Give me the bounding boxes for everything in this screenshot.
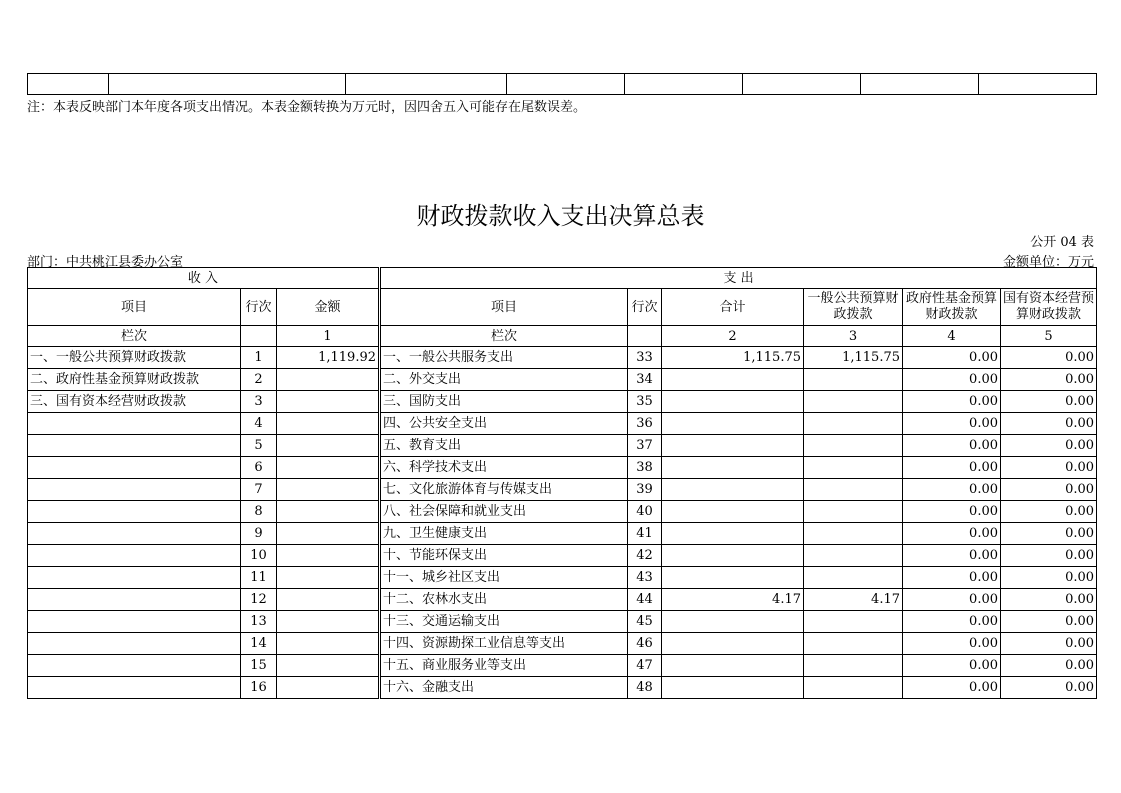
income-col-label: 栏次 <box>28 326 241 347</box>
income-amount-cell <box>277 567 380 589</box>
income-row-no-cell: 13 <box>241 611 277 633</box>
expense-row-no-cell: 47 <box>628 655 662 677</box>
expense-row-no-cell: 39 <box>628 479 662 501</box>
total-cell <box>662 567 804 589</box>
col-index-1: 1 <box>277 326 380 347</box>
general-budget-cell <box>804 479 903 501</box>
header-row-sections <box>28 268 1097 289</box>
income-amount-cell <box>277 479 380 501</box>
income-amount-cell <box>277 655 380 677</box>
table-row <box>28 633 1097 655</box>
expense-item-header: 项目 <box>380 289 628 326</box>
col-index-5: 5 <box>1001 326 1097 347</box>
gov-fund-cell: 0.00 <box>903 501 1001 523</box>
income-amount-cell <box>277 589 380 611</box>
gov-fund-cell: 0.00 <box>903 633 1001 655</box>
expense-row-no-cell: 37 <box>628 435 662 457</box>
income-amount-cell <box>277 545 380 567</box>
income-amount-cell <box>277 391 380 413</box>
expense-item-cell: 三、国防支出 <box>380 391 628 413</box>
gov-fund-cell: 0.00 <box>903 369 1001 391</box>
gov-fund-cell: 0.00 <box>903 457 1001 479</box>
income-item-cell: 三、国有资本经营财政拨款 <box>28 391 241 413</box>
gov-fund-cell: 0.00 <box>903 391 1001 413</box>
general-budget-cell <box>804 413 903 435</box>
general-budget-cell <box>804 633 903 655</box>
total-cell: 1,115.75 <box>662 347 804 369</box>
income-row-no-cell: 8 <box>241 501 277 523</box>
income-row-no-cell: 16 <box>241 677 277 699</box>
expense-row-no-cell: 42 <box>628 545 662 567</box>
table-row <box>28 523 1097 545</box>
gov-fund-cell: 0.00 <box>903 347 1001 369</box>
expense-row-no-cell: 45 <box>628 611 662 633</box>
state-capital-cell: 0.00 <box>1001 633 1097 655</box>
gov-fund-cell: 0.00 <box>903 567 1001 589</box>
gov-fund-cell: 0.00 <box>903 611 1001 633</box>
gov-fund-cell: 0.00 <box>903 523 1001 545</box>
gov-fund-cell: 0.00 <box>903 413 1001 435</box>
income-row-no-cell: 10 <box>241 545 277 567</box>
table-note: 注：本表反映部门本年度各项支出情况。本表金额转换为万元时，因四舍五入可能存在尾数误差。 <box>27 100 587 115</box>
expense-row-no-cell: 40 <box>628 501 662 523</box>
table-row <box>28 677 1097 699</box>
gov-fund-cell: 0.00 <box>903 677 1001 699</box>
expense-row-no-cell: 33 <box>628 347 662 369</box>
expense-item-cell: 十五、商业服务业等支出 <box>380 655 628 677</box>
expense-header: 支 出 <box>380 268 1097 289</box>
col-index-4: 4 <box>903 326 1001 347</box>
general-budget-cell <box>804 369 903 391</box>
expense-row-no-cell: 35 <box>628 391 662 413</box>
income-row-no-cell: 1 <box>241 347 277 369</box>
income-amount-cell <box>277 435 380 457</box>
general-budget-cell: 4.17 <box>804 589 903 611</box>
total-cell <box>662 413 804 435</box>
total-cell <box>662 677 804 699</box>
expense-row-no-cell: 34 <box>628 369 662 391</box>
table-body <box>28 347 1097 699</box>
table-row <box>28 347 1097 369</box>
unit-label: 金额单位：万元 <box>1002 255 1094 270</box>
expense-row-no-header: 行次 <box>628 289 662 326</box>
header-row-columns <box>28 289 1097 326</box>
income-item-cell <box>28 567 241 589</box>
income-item-cell <box>28 479 241 501</box>
previous-table-fragment <box>27 73 1097 95</box>
table-row <box>28 501 1097 523</box>
state-capital-header: 国有资本经营预算财政拨款 <box>1001 289 1097 326</box>
gov-fund-cell: 0.00 <box>903 545 1001 567</box>
expense-item-cell: 十一、城乡社区支出 <box>380 567 628 589</box>
expense-row-no-cell: 46 <box>628 633 662 655</box>
expense-row-no-cell: 44 <box>628 589 662 611</box>
income-amount-cell <box>277 457 380 479</box>
table-row <box>28 655 1097 677</box>
income-item-cell <box>28 501 241 523</box>
income-row-no-cell: 9 <box>241 523 277 545</box>
expense-item-cell: 九、卫生健康支出 <box>380 523 628 545</box>
total-cell <box>662 435 804 457</box>
state-capital-cell: 0.00 <box>1001 677 1097 699</box>
expense-item-cell: 八、社会保障和就业支出 <box>380 501 628 523</box>
department-label: 部门：中共桃江县委办公室 <box>27 255 184 270</box>
income-amount-cell <box>277 677 380 699</box>
state-capital-cell: 0.00 <box>1001 501 1097 523</box>
general-budget-cell <box>804 611 903 633</box>
empty-cell <box>241 326 277 347</box>
state-capital-cell: 0.00 <box>1001 589 1097 611</box>
expense-item-cell: 十四、资源勘探工业信息等支出 <box>380 633 628 655</box>
general-budget-cell <box>804 523 903 545</box>
income-item-cell <box>28 633 241 655</box>
income-row-no-cell: 3 <box>241 391 277 413</box>
table-row <box>28 369 1097 391</box>
table-row <box>28 567 1097 589</box>
state-capital-cell: 0.00 <box>1001 479 1097 501</box>
table-row <box>28 545 1097 567</box>
expense-item-cell: 一、一般公共服务支出 <box>380 347 628 369</box>
total-cell <box>662 369 804 391</box>
income-amount-cell: 1,119.92 <box>277 347 380 369</box>
expense-row-no-cell: 48 <box>628 677 662 699</box>
income-amount-cell <box>277 369 380 391</box>
income-row-no-cell: 7 <box>241 479 277 501</box>
table-row <box>28 391 1097 413</box>
general-budget-cell <box>804 391 903 413</box>
expense-item-cell: 六、科学技术支出 <box>380 457 628 479</box>
income-amount-cell <box>277 523 380 545</box>
state-capital-cell: 0.00 <box>1001 545 1097 567</box>
general-budget-cell <box>804 457 903 479</box>
income-row-no-cell: 4 <box>241 413 277 435</box>
income-item-cell <box>28 545 241 567</box>
income-row-no-cell: 2 <box>241 369 277 391</box>
state-capital-cell: 0.00 <box>1001 347 1097 369</box>
income-amount-cell <box>277 413 380 435</box>
expense-col-label: 栏次 <box>380 326 628 347</box>
state-capital-cell: 0.00 <box>1001 413 1097 435</box>
income-item-cell <box>28 413 241 435</box>
income-item-header: 项目 <box>28 289 241 326</box>
total-cell <box>662 523 804 545</box>
income-amount-header: 金额 <box>277 289 380 326</box>
empty-cell <box>628 326 662 347</box>
total-cell <box>662 545 804 567</box>
income-row-no-cell: 12 <box>241 589 277 611</box>
income-item-cell <box>28 523 241 545</box>
table-row <box>28 611 1097 633</box>
income-item-cell <box>28 457 241 479</box>
table-row <box>28 413 1097 435</box>
gov-fund-cell: 0.00 <box>903 479 1001 501</box>
total-cell: 4.17 <box>662 589 804 611</box>
total-cell <box>662 611 804 633</box>
income-amount-cell <box>277 633 380 655</box>
header-row-column-index <box>28 326 1097 347</box>
state-capital-cell: 0.00 <box>1001 391 1097 413</box>
total-cell <box>662 633 804 655</box>
income-item-cell <box>28 611 241 633</box>
income-item-cell <box>28 655 241 677</box>
gov-fund-cell: 0.00 <box>903 435 1001 457</box>
income-item-cell <box>28 677 241 699</box>
expense-item-cell: 二、外交支出 <box>380 369 628 391</box>
total-cell <box>662 501 804 523</box>
total-cell <box>662 391 804 413</box>
col-index-2: 2 <box>662 326 804 347</box>
total-cell <box>662 655 804 677</box>
table-row <box>28 589 1097 611</box>
fiscal-summary-table <box>27 267 1097 699</box>
income-item-cell <box>28 589 241 611</box>
state-capital-cell: 0.00 <box>1001 369 1097 391</box>
table-row <box>28 457 1097 479</box>
general-budget-cell <box>804 545 903 567</box>
table-row <box>28 479 1097 501</box>
expense-item-cell: 十、节能环保支出 <box>380 545 628 567</box>
state-capital-cell: 0.00 <box>1001 457 1097 479</box>
general-budget-cell <box>804 677 903 699</box>
general-budget-header: 一般公共预算财政拨款 <box>804 289 903 326</box>
gov-fund-cell: 0.00 <box>903 655 1001 677</box>
general-budget-cell: 1,115.75 <box>804 347 903 369</box>
expense-item-cell: 十六、金融支出 <box>380 677 628 699</box>
form-number: 公开 04 表 <box>1030 235 1094 250</box>
empty-table-row <box>28 74 1097 95</box>
income-item-cell: 二、政府性基金预算财政拨款 <box>28 369 241 391</box>
expense-row-no-cell: 41 <box>628 523 662 545</box>
general-budget-cell <box>804 501 903 523</box>
expense-item-cell: 五、教育支出 <box>380 435 628 457</box>
gov-fund-cell: 0.00 <box>903 589 1001 611</box>
state-capital-cell: 0.00 <box>1001 611 1097 633</box>
income-item-cell <box>28 435 241 457</box>
total-header: 合计 <box>662 289 804 326</box>
income-row-no-cell: 6 <box>241 457 277 479</box>
income-item-cell: 一、一般公共预算财政拨款 <box>28 347 241 369</box>
expense-item-cell: 十二、农林水支出 <box>380 589 628 611</box>
expense-row-no-cell: 43 <box>628 567 662 589</box>
income-row-no-cell: 14 <box>241 633 277 655</box>
income-row-no-cell: 15 <box>241 655 277 677</box>
income-amount-cell <box>277 501 380 523</box>
income-row-no-cell: 11 <box>241 567 277 589</box>
gov-fund-header: 政府性基金预算财政拨款 <box>903 289 1001 326</box>
expense-item-cell: 十三、交通运输支出 <box>380 611 628 633</box>
expense-item-cell: 七、文化旅游体育与传媒支出 <box>380 479 628 501</box>
page-title: 财政拨款收入支出决算总表 <box>416 202 705 230</box>
state-capital-cell: 0.00 <box>1001 523 1097 545</box>
income-amount-cell <box>277 611 380 633</box>
col-index-3: 3 <box>804 326 903 347</box>
expense-row-no-cell: 38 <box>628 457 662 479</box>
state-capital-cell: 0.00 <box>1001 435 1097 457</box>
expense-item-cell: 四、公共安全支出 <box>380 413 628 435</box>
income-row-no-cell: 5 <box>241 435 277 457</box>
table-row <box>28 435 1097 457</box>
income-header: 收 入 <box>28 268 380 289</box>
expense-row-no-cell: 36 <box>628 413 662 435</box>
total-cell <box>662 457 804 479</box>
general-budget-cell <box>804 567 903 589</box>
state-capital-cell: 0.00 <box>1001 567 1097 589</box>
income-row-no-header: 行次 <box>241 289 277 326</box>
total-cell <box>662 479 804 501</box>
state-capital-cell: 0.00 <box>1001 655 1097 677</box>
general-budget-cell <box>804 435 903 457</box>
general-budget-cell <box>804 655 903 677</box>
